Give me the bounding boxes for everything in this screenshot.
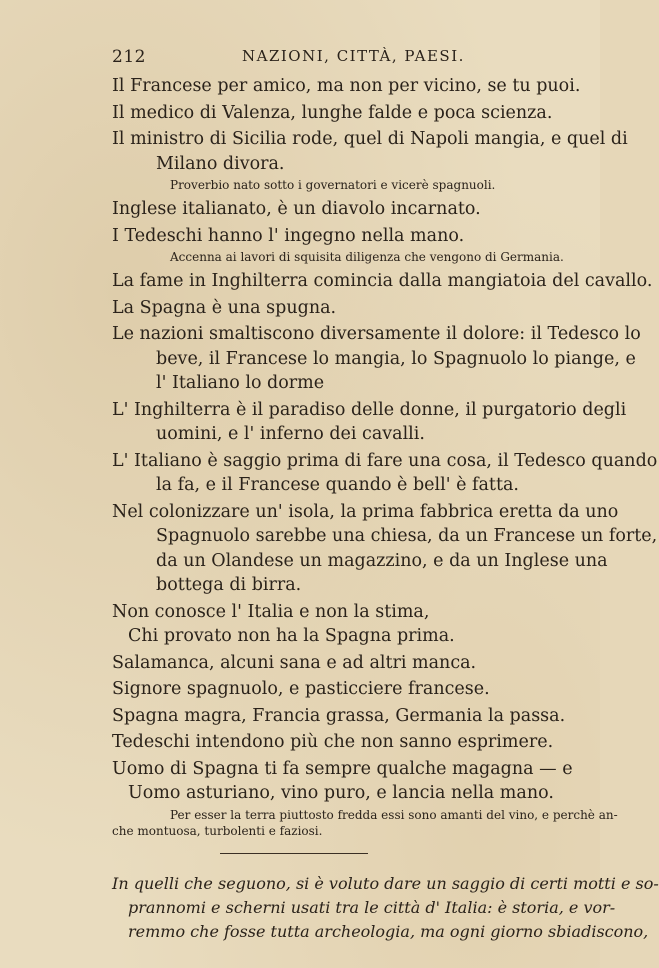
footnote [112,249,564,265]
proverb [112,677,557,702]
proverb [112,197,557,222]
page-number: 212 [112,47,146,67]
text-line: In quelli che seguono, si è voluto dare un saggio di certi motti e so- [112,873,659,893]
proverb [112,398,627,447]
text-line: Per esser la terra piuttosto fredda essi sono amanti del vino, e perchè an- [170,807,618,822]
proverb-verse [112,600,557,649]
proverb [112,101,557,126]
proverb [112,500,658,598]
proverb [112,269,653,294]
text-line: uomini, e l' inferno dei cavalli. [156,424,425,444]
text-line: Spagnuolo sarebbe una chiesa, da un Francese un forte, [156,526,658,546]
text-line: beve, il Francese lo mangia, lo Spagnuolo lo piange, e [156,348,636,369]
text-line: bottega di birra. [156,575,302,595]
text-line: Chi provato non ha la Spagna prima. [128,626,455,646]
text-line: che montuosa, turbolenti e faziosi. [112,823,323,838]
proverbs-list [112,74,659,944]
text-line: Inglese italianato, è un diavolo incarnato. [112,199,481,219]
proverb [112,730,557,755]
proverb [112,651,557,676]
proverb [112,449,658,498]
text-line: Tedeschi intendono più che non sanno esprimere. [112,732,554,752]
text-line: L' Italiano è saggio prima di fare una cosa, il Tedesco quando [112,450,658,471]
text-line: Milano divora. [156,153,285,174]
closing-paragraph [112,872,659,944]
text-line: L' Inghilterra è il paradiso delle donne, il purgatorio degli [112,399,627,420]
text-line: Le nazioni smaltiscono diversamente il dolore: il Tedesco lo [112,324,641,344]
text-line: Il ministro di Sicilia rode, quel di Napoli mangia, e quel di [112,129,628,149]
text-line: Uomo asturiano, vino puro, e lancia nella mano. [128,783,554,803]
text-line: Signore spagnuolo, e pasticciere francese. [112,679,490,699]
proverb [112,74,581,99]
text-line: Proverbio nato sotto i governatori e vicerè spagnuoli. [170,178,496,192]
text-line: La Spagna è una spugna. [112,297,337,318]
footnote [112,177,557,193]
text-line: prannomi e scherni usati tra le città d' Italia: è storia, e vor- [128,897,616,917]
text-line: Uomo di Spagna ti fa sempre qualche magagna — e [112,758,573,779]
text-line: Nel colonizzare un' isola, la prima fabbrica eretta da uno [112,501,619,522]
text-line: I Tedeschi hanno l' ingegno nella mano. [112,225,465,246]
proverb [112,704,566,729]
text-line: remmo che fosse tutta archeologia, ma ogni giorno sbiadiscono, [128,921,649,941]
proverb [112,224,557,249]
text-line: Spagna magra, Francia grassa, Germania la passa. [112,705,566,726]
section-divider [220,853,368,854]
text-line: Il Francese per amico, ma non per vicino, se tu puoi. [112,76,581,96]
text-line: la fa, e il Francese quando è bell' è fatta. [156,475,519,495]
footnote [112,807,618,839]
text-line: Non conosce l' Italia e non la stima, [112,601,430,622]
proverb [112,296,557,321]
text-line: Accenna ai lavori di squisita diligenza che vengono di Germania. [170,250,564,264]
proverb-verse [112,757,573,806]
text-line: l' Italiano lo dorme [156,373,325,393]
text-line: Il medico di Valenza, lunghe falde e poca scienza. [112,102,553,123]
running-head: NAZIONI, CITTÀ, PAESI. [242,47,465,65]
page-header [112,47,560,69]
proverb [112,127,628,176]
text-line: da un Olandese un magazzino, e da un Inglese una [156,550,608,571]
text-line: La fame in Inghilterra comincia dalla mangiatoia del cavallo. [112,271,653,291]
proverb [112,322,641,396]
text-line: Salamanca, alcuni sana e ad altri manca. [112,652,477,673]
